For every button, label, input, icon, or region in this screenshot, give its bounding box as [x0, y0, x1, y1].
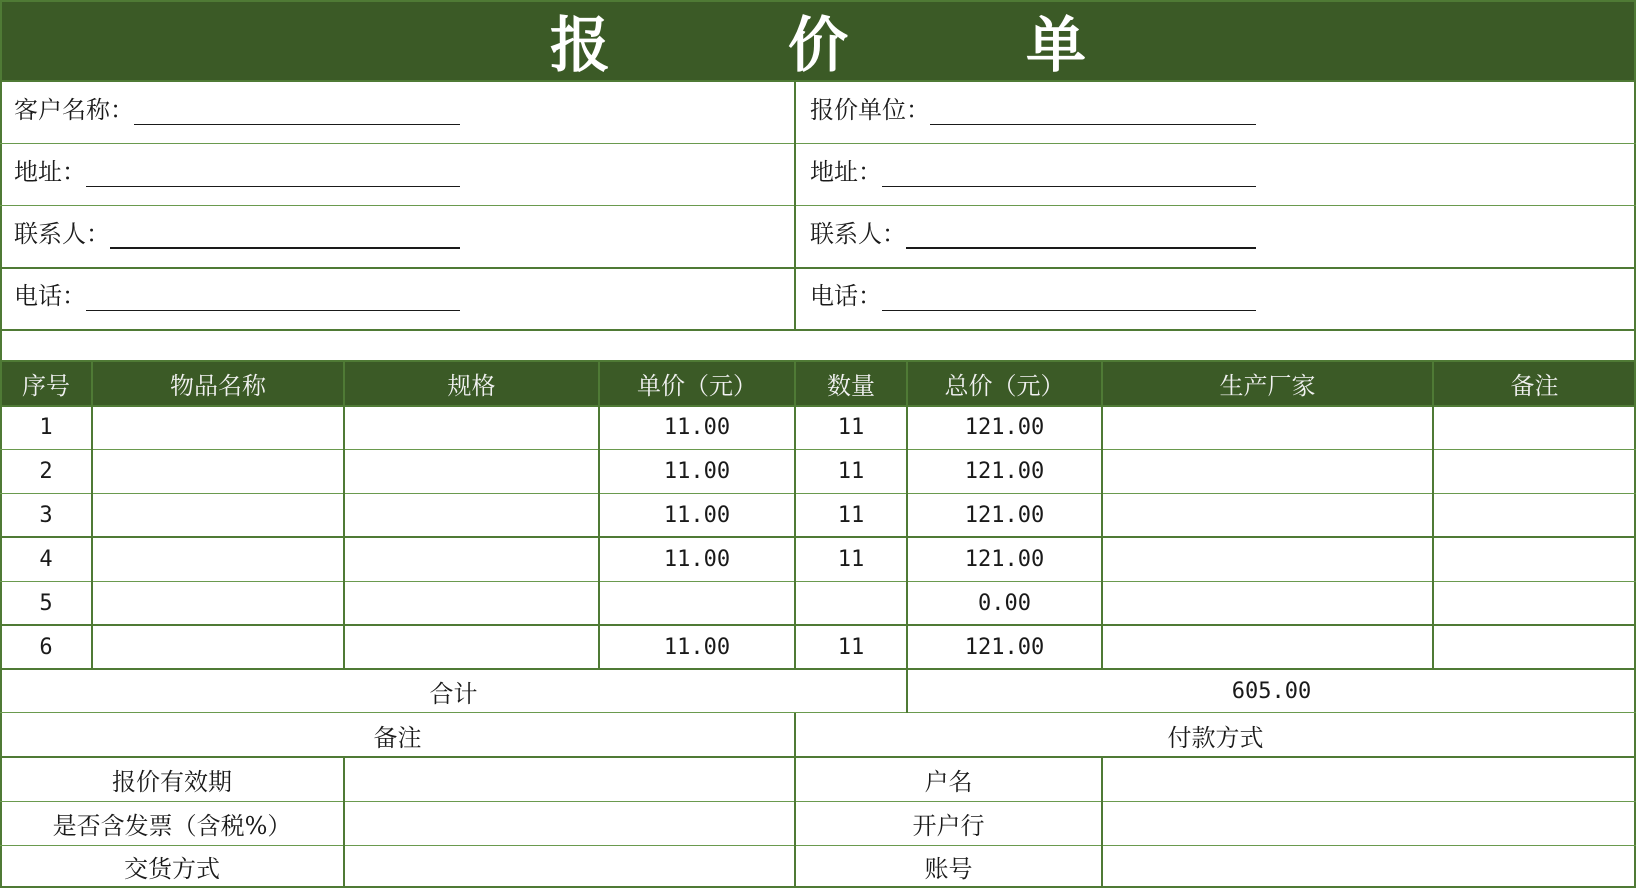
bank-value[interactable]	[1102, 801, 1636, 845]
account-name-value[interactable]	[1102, 757, 1636, 801]
customer-contact-line[interactable]	[110, 221, 460, 249]
row-qty[interactable]: 11	[837, 634, 865, 660]
customer-address-field[interactable]	[0, 143, 794, 205]
payment-header: 付款方式	[1167, 723, 1264, 752]
row-spec[interactable]	[344, 581, 599, 625]
row-no: 1	[39, 414, 53, 440]
row-spec[interactable]	[344, 537, 599, 581]
row-qty[interactable]	[795, 581, 907, 625]
row-qty[interactable]: 11	[837, 546, 865, 572]
sum-value: 605.00	[1231, 678, 1312, 704]
supplier-contact-label: 联系人：	[810, 220, 906, 248]
title-char-1: 报	[550, 10, 610, 81]
row-qty[interactable]: 11	[837, 502, 865, 528]
row-total: 121.00	[964, 546, 1045, 572]
row-no: 2	[39, 458, 53, 484]
row-note[interactable]	[1433, 405, 1636, 449]
row-unit-price[interactable]: 11.00	[663, 546, 731, 572]
customer-address-label: 地址：	[14, 158, 86, 186]
row-spec[interactable]	[344, 625, 599, 669]
header-manufacturer: 生产厂家	[1219, 371, 1316, 400]
supplier-address-label: 地址：	[810, 158, 882, 186]
header-unit-price: 单价（元）	[637, 371, 757, 400]
header-no: 序号	[22, 371, 70, 400]
row-total: 121.00	[964, 458, 1045, 484]
header-note: 备注	[1510, 371, 1559, 400]
remarks-header: 备注	[373, 723, 422, 752]
row-total: 0.00	[978, 590, 1031, 616]
row-no: 4	[39, 546, 53, 572]
account-no-label: 账号	[924, 855, 973, 883]
row-manufacturer[interactable]	[1102, 405, 1433, 449]
title-char-2: 价	[788, 10, 848, 81]
row-spec[interactable]	[344, 449, 599, 493]
supplier-address-line[interactable]	[882, 160, 1256, 187]
row-note[interactable]	[1433, 449, 1636, 493]
row-unit-price[interactable]: 11.00	[663, 414, 731, 440]
row-note[interactable]	[1433, 625, 1636, 669]
sum-label: 合计	[429, 679, 478, 708]
row-qty[interactable]: 11	[837, 414, 865, 440]
row-unit-price[interactable]: 11.00	[663, 634, 731, 660]
supplier-phone-label: 电话：	[810, 282, 882, 310]
supplier-unit-label: 报价单位：	[810, 96, 930, 124]
row-total: 121.00	[964, 414, 1045, 440]
row-total: 121.00	[964, 634, 1045, 660]
supplier-contact-field[interactable]	[796, 205, 1636, 267]
row-note[interactable]	[1433, 493, 1636, 537]
row-no: 3	[39, 502, 53, 528]
row-total: 121.00	[964, 502, 1045, 528]
row-item-name[interactable]	[92, 581, 344, 625]
row-unit-price[interactable]: 11.00	[663, 458, 731, 484]
row-manufacturer[interactable]	[1102, 537, 1433, 581]
customer-name-label: 客户名称：	[14, 96, 134, 124]
row-qty[interactable]: 11	[837, 458, 865, 484]
row-manufacturer[interactable]	[1102, 449, 1433, 493]
invoice-value[interactable]	[344, 801, 795, 845]
row-item-name[interactable]	[92, 405, 344, 449]
customer-phone-line[interactable]	[86, 284, 460, 311]
row-spec[interactable]	[344, 493, 599, 537]
header-total: 总价（元）	[944, 371, 1065, 400]
title-char-3: 单	[1026, 10, 1086, 81]
row-no: 5	[39, 590, 53, 616]
title-bar	[0, 0, 1636, 81]
validity-label: 报价有效期	[112, 767, 232, 796]
customer-phone-label: 电话：	[14, 282, 86, 310]
header-qty: 数量	[827, 371, 875, 400]
row-spec[interactable]	[344, 405, 599, 449]
row-item-name[interactable]	[92, 537, 344, 581]
row-no: 6	[39, 634, 53, 660]
supplier-phone-field[interactable]	[796, 267, 1636, 329]
supplier-unit-field[interactable]	[796, 81, 1636, 143]
invoice-label: 是否含发票（含税%）	[52, 811, 292, 840]
row-manufacturer[interactable]	[1102, 581, 1433, 625]
row-manufacturer[interactable]	[1102, 493, 1433, 537]
customer-address-line[interactable]	[86, 160, 460, 187]
row-unit-price[interactable]	[599, 581, 795, 625]
row-item-name[interactable]	[92, 449, 344, 493]
supplier-address-field[interactable]	[796, 143, 1636, 205]
row-note[interactable]	[1433, 581, 1636, 625]
supplier-phone-line[interactable]	[882, 284, 1256, 311]
row-unit-price[interactable]: 11.00	[663, 502, 731, 528]
validity-value[interactable]	[344, 757, 795, 801]
customer-contact-field[interactable]	[0, 205, 794, 267]
delivery-value[interactable]	[344, 845, 795, 888]
account-no-value[interactable]	[1102, 845, 1636, 888]
customer-name-field[interactable]	[0, 81, 794, 143]
supplier-unit-line[interactable]	[930, 98, 1256, 125]
account-name-label: 户名	[924, 767, 973, 796]
delivery-label: 交货方式	[124, 855, 220, 883]
customer-contact-label: 联系人：	[14, 220, 110, 248]
customer-name-line[interactable]	[134, 98, 460, 125]
supplier-contact-line[interactable]	[906, 221, 1256, 249]
customer-phone-field[interactable]	[0, 267, 794, 329]
row-item-name[interactable]	[92, 493, 344, 537]
header-spec: 规格	[447, 371, 496, 400]
row-manufacturer[interactable]	[1102, 625, 1433, 669]
row-item-name[interactable]	[92, 625, 344, 669]
row-note[interactable]	[1433, 537, 1636, 581]
bank-label: 开户行	[912, 811, 985, 840]
header-item-name: 物品名称	[170, 371, 266, 400]
